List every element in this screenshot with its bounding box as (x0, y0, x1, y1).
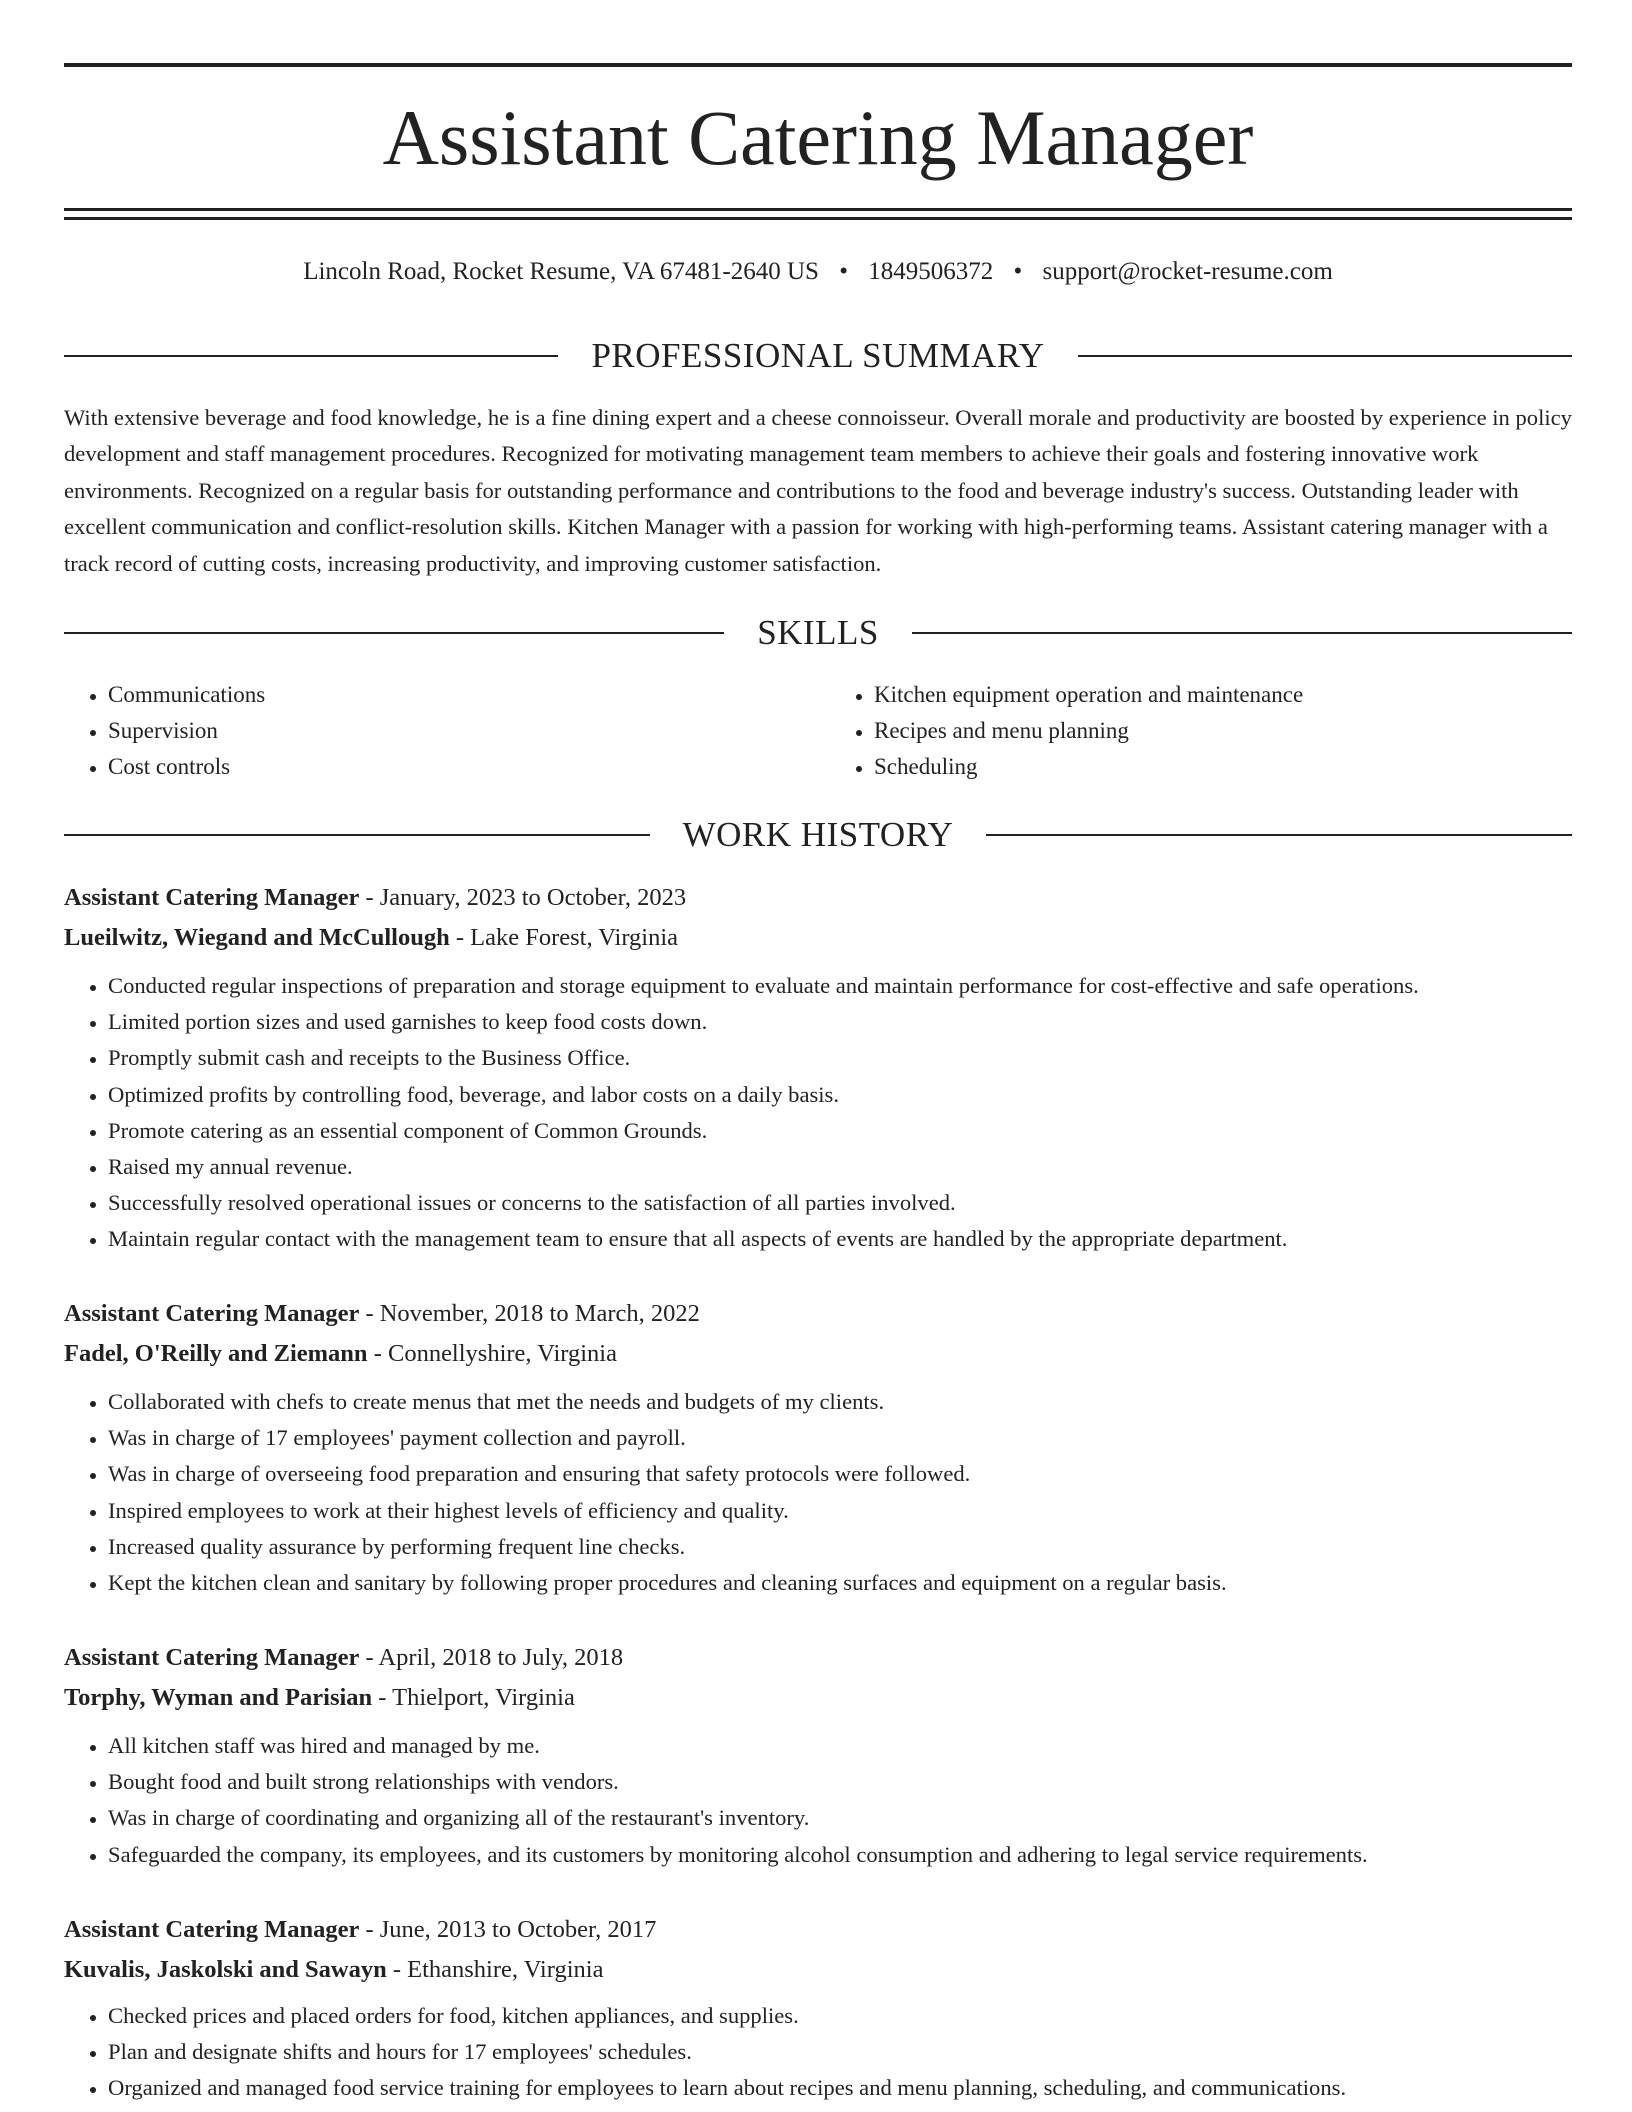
job-bullet: • Raised my annual revenue. (108, 1149, 1572, 1185)
skills-list-left (64, 677, 818, 785)
job-company-row (64, 1334, 1572, 1374)
job-title-row (64, 878, 1572, 918)
job-bullet: • Checked prices and placed orders for food, kitchen appliances, and supplies. (108, 1998, 1572, 2034)
job-location: - Lake Forest, Virginia (449, 924, 679, 951)
job-bullet: • Safeguarded the company, its employees, and its customers by monitoring alcohol consumption and adhering to legal service requirements. (108, 1837, 1572, 1873)
section-rule-right (1078, 355, 1572, 357)
summary-text: With extensive beverage and food knowledge, he is a fine dining expert and a cheese connoisseur. Overall morale and productivity are boosted by experience in policy development and staff management procedures. Recognized for motivating management team members to achieve their goals and fostering innovative work environments. Recognized on a regular basis for outstanding performance and contributions to the food and beverage industry's success. Outstanding leader with excellent communication and conflict-resolution skills. Kitchen Manager with a passion for working with high-performing teams. Assistant catering manager with a track record of cutting costs, increasing productivity, and improving customer satisfaction. (64, 405, 1572, 576)
job-bullet: • Limited portion sizes and used garnishes to keep food costs down. (108, 1004, 1572, 1040)
job-bullet: • Promote catering as an essential component of Common Grounds. (108, 1113, 1572, 1149)
job-bullet: • Conducted regular inspections of preparation and storage equipment to evaluate and maintain performance for cost-effective and safe operations. (108, 968, 1572, 1004)
skills-list-right (818, 677, 1572, 785)
title-double-rule (64, 208, 1572, 220)
job-dates: - November, 2018 to March, 2022 (359, 1300, 700, 1327)
job-dates: - April, 2018 to July, 2018 (359, 1644, 624, 1671)
job-company: Torphy, Wyman and Parisian (64, 1684, 373, 1711)
summary-section-header (64, 334, 1572, 378)
section-rule-left (64, 834, 650, 836)
skill-item: • Cost controls (108, 749, 818, 785)
job-company-row (64, 918, 1572, 958)
skill-item: • Communications (108, 677, 818, 713)
job-bullets (64, 968, 1572, 1258)
job-entry (64, 878, 1572, 1258)
job-company: Kuvalis, Jaskolski and Sawayn (64, 1956, 387, 1983)
job-bullet: • Was in charge of overseeing food preparation and ensuring that safety protocols were followed. (108, 1456, 1572, 1492)
contact-address: Lincoln Road, Rocket Resume, VA 67481-2640 US (303, 258, 819, 285)
job-title-row (64, 1910, 1572, 1950)
resume-title: Assistant Catering Manager (382, 94, 1254, 181)
job-dates: - January, 2023 to October, 2023 (359, 884, 687, 911)
job-bullet: • Kept the kitchen clean and sanitary by following proper procedures and cleaning surfaces and equipment on a regular basis. (108, 1565, 1572, 1601)
job-dates: - June, 2013 to October, 2017 (359, 1916, 657, 1943)
contact-email: support@rocket-resume.com (1042, 258, 1333, 285)
contact-phone: 1849506372 (868, 258, 994, 285)
job-bullets (64, 1728, 1572, 1873)
skill-item: • Supervision (108, 713, 818, 749)
job-company-row (64, 1678, 1572, 1718)
job-bullet: • Optimized profits by controlling food, beverage, and labor costs on a daily basis. (108, 1077, 1572, 1113)
job-bullet: • Bought food and built strong relationships with vendors. (108, 1764, 1572, 1800)
job-bullet: • Promptly submit cash and receipts to the Business Office. (108, 1040, 1572, 1076)
skills-heading: SKILLS (757, 613, 879, 652)
skills-columns (64, 677, 1572, 785)
job-bullet: • All kitchen staff was hired and managed by me. (108, 1728, 1572, 1764)
contact-line (64, 255, 1572, 289)
job-bullets (64, 1384, 1572, 1601)
job-title: Assistant Catering Manager (64, 1916, 360, 1943)
job-title-row (64, 1638, 1572, 1678)
top-rule (64, 63, 1572, 67)
skill-item: • Recipes and menu planning (874, 713, 1572, 749)
job-company: Lueilwitz, Wiegand and McCullough (64, 924, 450, 951)
skill-item: • Scheduling (874, 749, 1572, 785)
job-location: - Thielport, Virginia (372, 1684, 575, 1711)
section-rule-left (64, 355, 558, 357)
job-title: Assistant Catering Manager (64, 884, 360, 911)
section-rule-right (986, 834, 1572, 836)
job-title: Assistant Catering Manager (64, 1644, 360, 1671)
job-bullet: • Inspired employees to work at their highest levels of efficiency and quality. (108, 1493, 1572, 1529)
section-rule-left (64, 632, 724, 634)
work-history-heading: WORK HISTORY (682, 815, 954, 854)
job-bullets (64, 1998, 1572, 2107)
job-entry (64, 1294, 1572, 1601)
skills-section-header (64, 611, 1572, 655)
job-company: Fadel, O'Reilly and Ziemann (64, 1340, 368, 1367)
contact-separator: • (1013, 258, 1023, 285)
job-bullet: • Successfully resolved operational issues or concerns to the satisfaction of all parties involved. (108, 1185, 1572, 1221)
contact-separator: • (839, 258, 848, 285)
job-bullet: • Plan and designate shifts and hours for 17 employees' schedules. (108, 2034, 1572, 2070)
summary-heading: PROFESSIONAL SUMMARY (591, 336, 1045, 375)
job-entry (64, 1910, 1572, 2107)
job-location: - Ethanshire, Virginia (386, 1956, 604, 1983)
job-bullet: • Maintain regular contact with the management team to ensure that all aspects of events are handled by the appropriate department. (108, 1221, 1572, 1257)
job-title: Assistant Catering Manager (64, 1300, 360, 1327)
job-bullet: • Was in charge of 17 employees' payment collection and payroll. (108, 1420, 1572, 1456)
work-history-section-header (64, 813, 1572, 857)
skill-item: • Kitchen equipment operation and maintenance (874, 677, 1572, 713)
job-entry (64, 1638, 1572, 1873)
job-bullet: • Collaborated with chefs to create menus that met the needs and budgets of my clients. (108, 1384, 1572, 1420)
job-title-row (64, 1294, 1572, 1334)
job-bullet: • Organized and managed food service training for employees to learn about recipes and menu planning, scheduling, and communications. (108, 2070, 1572, 2106)
job-company-row (64, 1950, 1572, 1990)
job-bullet: • Was in charge of coordinating and organizing all of the restaurant's inventory. (108, 1800, 1572, 1836)
job-location: - Connellyshire, Virginia (367, 1340, 617, 1367)
section-rule-right (912, 632, 1572, 634)
job-bullet: • Increased quality assurance by performing frequent line checks. (108, 1529, 1572, 1565)
